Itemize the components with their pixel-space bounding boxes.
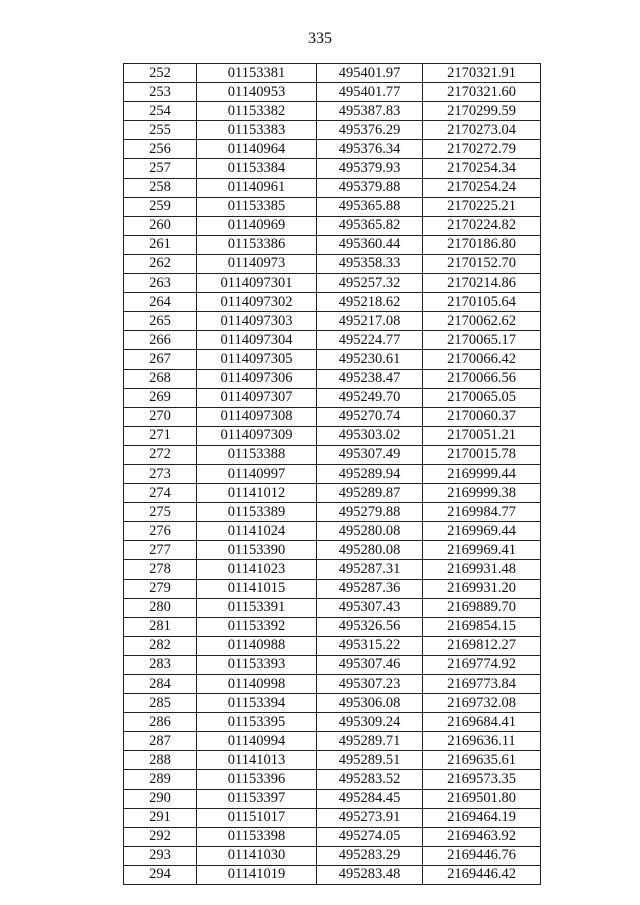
x-coordinate-cell: 495289.87: [317, 484, 423, 503]
table-row: [124, 83, 541, 102]
point-number-cell: 282: [124, 636, 197, 655]
x-coordinate-cell: 495289.71: [317, 732, 423, 751]
y-coordinate-cell: 2170224.82: [423, 216, 541, 235]
point-number-cell: 276: [124, 522, 197, 541]
y-coordinate-cell: 2170105.64: [423, 293, 541, 312]
page-number: 335: [308, 30, 332, 47]
x-coordinate-cell: 495401.97: [317, 64, 423, 83]
y-coordinate-cell: 2170051.21: [423, 426, 541, 445]
point-id-cell: 01153386: [197, 235, 317, 254]
x-coordinate-cell: 495217.08: [317, 312, 423, 331]
point-number-cell: 270: [124, 407, 197, 426]
point-number-cell: 260: [124, 216, 197, 235]
y-coordinate-cell: 2169889.70: [423, 598, 541, 617]
y-coordinate-cell: 2170214.86: [423, 274, 541, 293]
x-coordinate-cell: 495279.88: [317, 503, 423, 522]
table-row: [124, 445, 541, 464]
point-id-cell: 01140961: [197, 178, 317, 197]
y-coordinate-cell: 2169463.92: [423, 827, 541, 846]
point-id-cell: 01153388: [197, 445, 317, 464]
point-id-cell: 01141023: [197, 560, 317, 579]
y-coordinate-cell: 2169969.41: [423, 541, 541, 560]
y-coordinate-cell: 2170066.56: [423, 369, 541, 388]
table-row: [124, 636, 541, 655]
y-coordinate-cell: 2169931.20: [423, 579, 541, 598]
x-coordinate-cell: 495376.29: [317, 121, 423, 140]
y-coordinate-cell: 2170321.91: [423, 64, 541, 83]
point-number-cell: 254: [124, 102, 197, 121]
table-row: [124, 655, 541, 674]
point-id-cell: 01140997: [197, 464, 317, 483]
x-coordinate-cell: 495307.43: [317, 598, 423, 617]
y-coordinate-cell: 2169931.48: [423, 560, 541, 579]
y-coordinate-cell: 2169636.11: [423, 732, 541, 751]
x-coordinate-cell: 495358.33: [317, 254, 423, 273]
table-row: [124, 197, 541, 216]
point-number-cell: 252: [124, 64, 197, 83]
point-id-cell: 0114097308: [197, 407, 317, 426]
table-row: [124, 178, 541, 197]
point-number-cell: 261: [124, 235, 197, 254]
point-number-cell: 293: [124, 846, 197, 865]
table-row: [124, 560, 541, 579]
table-row: [124, 846, 541, 865]
point-id-cell: 01153382: [197, 102, 317, 121]
table-row: [124, 713, 541, 732]
y-coordinate-cell: 2170272.79: [423, 140, 541, 159]
y-coordinate-cell: 2169573.35: [423, 770, 541, 789]
point-id-cell: 0114097304: [197, 331, 317, 350]
point-id-cell: 01141019: [197, 865, 317, 884]
point-number-cell: 271: [124, 426, 197, 445]
table-row: [124, 102, 541, 121]
point-number-cell: 265: [124, 312, 197, 331]
x-coordinate-cell: 495230.61: [317, 350, 423, 369]
y-coordinate-cell: 2169464.19: [423, 808, 541, 827]
y-coordinate-cell: 2169684.41: [423, 713, 541, 732]
point-number-cell: 268: [124, 369, 197, 388]
table-row: [124, 388, 541, 407]
y-coordinate-cell: 2169999.44: [423, 464, 541, 483]
y-coordinate-cell: 2169999.38: [423, 484, 541, 503]
table-row: [124, 827, 541, 846]
x-coordinate-cell: 495365.88: [317, 197, 423, 216]
x-coordinate-cell: 495401.77: [317, 83, 423, 102]
point-id-cell: 01153390: [197, 541, 317, 560]
table-row: [124, 770, 541, 789]
x-coordinate-cell: 495307.46: [317, 655, 423, 674]
x-coordinate-cell: 495224.77: [317, 331, 423, 350]
x-coordinate-cell: 495379.93: [317, 159, 423, 178]
x-coordinate-cell: 495257.32: [317, 274, 423, 293]
point-id-cell: 01140964: [197, 140, 317, 159]
point-id-cell: 01153392: [197, 617, 317, 636]
table-row: [124, 579, 541, 598]
point-number-cell: 288: [124, 751, 197, 770]
point-number-cell: 272: [124, 445, 197, 464]
point-id-cell: 0114097305: [197, 350, 317, 369]
y-coordinate-cell: 2170254.34: [423, 159, 541, 178]
x-coordinate-cell: 495273.91: [317, 808, 423, 827]
point-number-cell: 274: [124, 484, 197, 503]
table-row: [124, 541, 541, 560]
point-id-cell: 0114097306: [197, 369, 317, 388]
y-coordinate-cell: 2170225.21: [423, 197, 541, 216]
x-coordinate-cell: 495315.22: [317, 636, 423, 655]
point-number-cell: 262: [124, 254, 197, 273]
point-id-cell: 01153398: [197, 827, 317, 846]
x-coordinate-cell: 495270.74: [317, 407, 423, 426]
coordinates-table: [123, 63, 541, 885]
point-id-cell: 01140973: [197, 254, 317, 273]
table-row: [124, 522, 541, 541]
point-id-cell: 01141024: [197, 522, 317, 541]
table-row: [124, 350, 541, 369]
point-id-cell: 0114097302: [197, 293, 317, 312]
x-coordinate-cell: 495379.88: [317, 178, 423, 197]
point-number-cell: 284: [124, 675, 197, 694]
table-row: [124, 617, 541, 636]
x-coordinate-cell: 495307.23: [317, 675, 423, 694]
point-number-cell: 279: [124, 579, 197, 598]
y-coordinate-cell: 2170065.17: [423, 331, 541, 350]
point-id-cell: 01140988: [197, 636, 317, 655]
point-number-cell: 275: [124, 503, 197, 522]
point-number-cell: 267: [124, 350, 197, 369]
x-coordinate-cell: 495287.31: [317, 560, 423, 579]
point-id-cell: 01153385: [197, 197, 317, 216]
y-coordinate-cell: 2170186.80: [423, 235, 541, 254]
table-row: [124, 789, 541, 808]
y-coordinate-cell: 2169812.27: [423, 636, 541, 655]
point-id-cell: 01140953: [197, 83, 317, 102]
table-row: [124, 426, 541, 445]
point-id-cell: 0114097307: [197, 388, 317, 407]
x-coordinate-cell: 495283.29: [317, 846, 423, 865]
table-row: [124, 694, 541, 713]
table-row: [124, 808, 541, 827]
point-id-cell: 01153389: [197, 503, 317, 522]
point-id-cell: 0114097301: [197, 274, 317, 293]
table-row: [124, 121, 541, 140]
point-id-cell: 01141013: [197, 751, 317, 770]
y-coordinate-cell: 2169774.92: [423, 655, 541, 674]
x-coordinate-cell: 495289.51: [317, 751, 423, 770]
table-row: [124, 235, 541, 254]
y-coordinate-cell: 2169773.84: [423, 675, 541, 694]
coordinates-table-body: [124, 64, 541, 885]
point-id-cell: 01140969: [197, 216, 317, 235]
point-number-cell: 287: [124, 732, 197, 751]
y-coordinate-cell: 2169446.42: [423, 865, 541, 884]
y-coordinate-cell: 2170015.78: [423, 445, 541, 464]
point-id-cell: 01153395: [197, 713, 317, 732]
point-id-cell: 01153384: [197, 159, 317, 178]
x-coordinate-cell: 495307.49: [317, 445, 423, 464]
table-row: [124, 732, 541, 751]
point-id-cell: 01153391: [197, 598, 317, 617]
x-coordinate-cell: 495284.45: [317, 789, 423, 808]
y-coordinate-cell: 2170065.05: [423, 388, 541, 407]
point-number-cell: 257: [124, 159, 197, 178]
point-id-cell: 01140998: [197, 675, 317, 694]
x-coordinate-cell: 495365.82: [317, 216, 423, 235]
x-coordinate-cell: 495283.52: [317, 770, 423, 789]
y-coordinate-cell: 2170321.60: [423, 83, 541, 102]
table-row: [124, 675, 541, 694]
y-coordinate-cell: 2169854.15: [423, 617, 541, 636]
table-row: [124, 407, 541, 426]
x-coordinate-cell: 495238.47: [317, 369, 423, 388]
point-number-cell: 285: [124, 694, 197, 713]
y-coordinate-cell: 2170299.59: [423, 102, 541, 121]
table-row: [124, 503, 541, 522]
point-id-cell: 0114097309: [197, 426, 317, 445]
point-number-cell: 256: [124, 140, 197, 159]
point-id-cell: 01153397: [197, 789, 317, 808]
y-coordinate-cell: 2169501.80: [423, 789, 541, 808]
y-coordinate-cell: 2169635.61: [423, 751, 541, 770]
x-coordinate-cell: 495218.62: [317, 293, 423, 312]
point-number-cell: 258: [124, 178, 197, 197]
point-id-cell: 01153383: [197, 121, 317, 140]
point-number-cell: 278: [124, 560, 197, 579]
x-coordinate-cell: 495309.24: [317, 713, 423, 732]
point-number-cell: 263: [124, 274, 197, 293]
table-row: [124, 216, 541, 235]
y-coordinate-cell: 2170273.04: [423, 121, 541, 140]
point-id-cell: 01153393: [197, 655, 317, 674]
table-row: [124, 751, 541, 770]
y-coordinate-cell: 2170254.24: [423, 178, 541, 197]
x-coordinate-cell: 495306.08: [317, 694, 423, 713]
point-number-cell: 266: [124, 331, 197, 350]
point-number-cell: 255: [124, 121, 197, 140]
table-row: [124, 140, 541, 159]
table-row: [124, 64, 541, 83]
point-id-cell: 01151017: [197, 808, 317, 827]
point-id-cell: 01140994: [197, 732, 317, 751]
point-id-cell: 01141015: [197, 579, 317, 598]
x-coordinate-cell: 495289.94: [317, 464, 423, 483]
point-number-cell: 289: [124, 770, 197, 789]
y-coordinate-cell: 2169969.44: [423, 522, 541, 541]
table-row: [124, 159, 541, 178]
table-row: [124, 464, 541, 483]
x-coordinate-cell: 495287.36: [317, 579, 423, 598]
point-id-cell: 01153381: [197, 64, 317, 83]
point-id-cell: 01153394: [197, 694, 317, 713]
x-coordinate-cell: 495303.02: [317, 426, 423, 445]
x-coordinate-cell: 495274.05: [317, 827, 423, 846]
y-coordinate-cell: 2170152.70: [423, 254, 541, 273]
table-row: [124, 293, 541, 312]
point-number-cell: 291: [124, 808, 197, 827]
point-number-cell: 277: [124, 541, 197, 560]
table-row: [124, 865, 541, 884]
table-row: [124, 484, 541, 503]
x-coordinate-cell: 495280.08: [317, 541, 423, 560]
point-number-cell: 280: [124, 598, 197, 617]
x-coordinate-cell: 495326.56: [317, 617, 423, 636]
point-number-cell: 290: [124, 789, 197, 808]
point-number-cell: 259: [124, 197, 197, 216]
point-number-cell: 294: [124, 865, 197, 884]
x-coordinate-cell: 495360.44: [317, 235, 423, 254]
y-coordinate-cell: 2169446.76: [423, 846, 541, 865]
y-coordinate-cell: 2170066.42: [423, 350, 541, 369]
point-id-cell: 0114097303: [197, 312, 317, 331]
point-id-cell: 01153396: [197, 770, 317, 789]
point-number-cell: 253: [124, 83, 197, 102]
point-number-cell: 292: [124, 827, 197, 846]
point-number-cell: 273: [124, 464, 197, 483]
table-row: [124, 369, 541, 388]
point-number-cell: 286: [124, 713, 197, 732]
x-coordinate-cell: 495249.70: [317, 388, 423, 407]
point-number-cell: 281: [124, 617, 197, 636]
y-coordinate-cell: 2169984.77: [423, 503, 541, 522]
table-row: [124, 254, 541, 273]
point-number-cell: 264: [124, 293, 197, 312]
x-coordinate-cell: 495387.83: [317, 102, 423, 121]
x-coordinate-cell: 495376.34: [317, 140, 423, 159]
table-row: [124, 331, 541, 350]
x-coordinate-cell: 495283.48: [317, 865, 423, 884]
y-coordinate-cell: 2170062.62: [423, 312, 541, 331]
table-row: [124, 312, 541, 331]
point-number-cell: 283: [124, 655, 197, 674]
point-id-cell: 01141012: [197, 484, 317, 503]
point-number-cell: 269: [124, 388, 197, 407]
y-coordinate-cell: 2169732.08: [423, 694, 541, 713]
x-coordinate-cell: 495280.08: [317, 522, 423, 541]
table-row: [124, 598, 541, 617]
table-row: [124, 274, 541, 293]
y-coordinate-cell: 2170060.37: [423, 407, 541, 426]
point-id-cell: 01141030: [197, 846, 317, 865]
